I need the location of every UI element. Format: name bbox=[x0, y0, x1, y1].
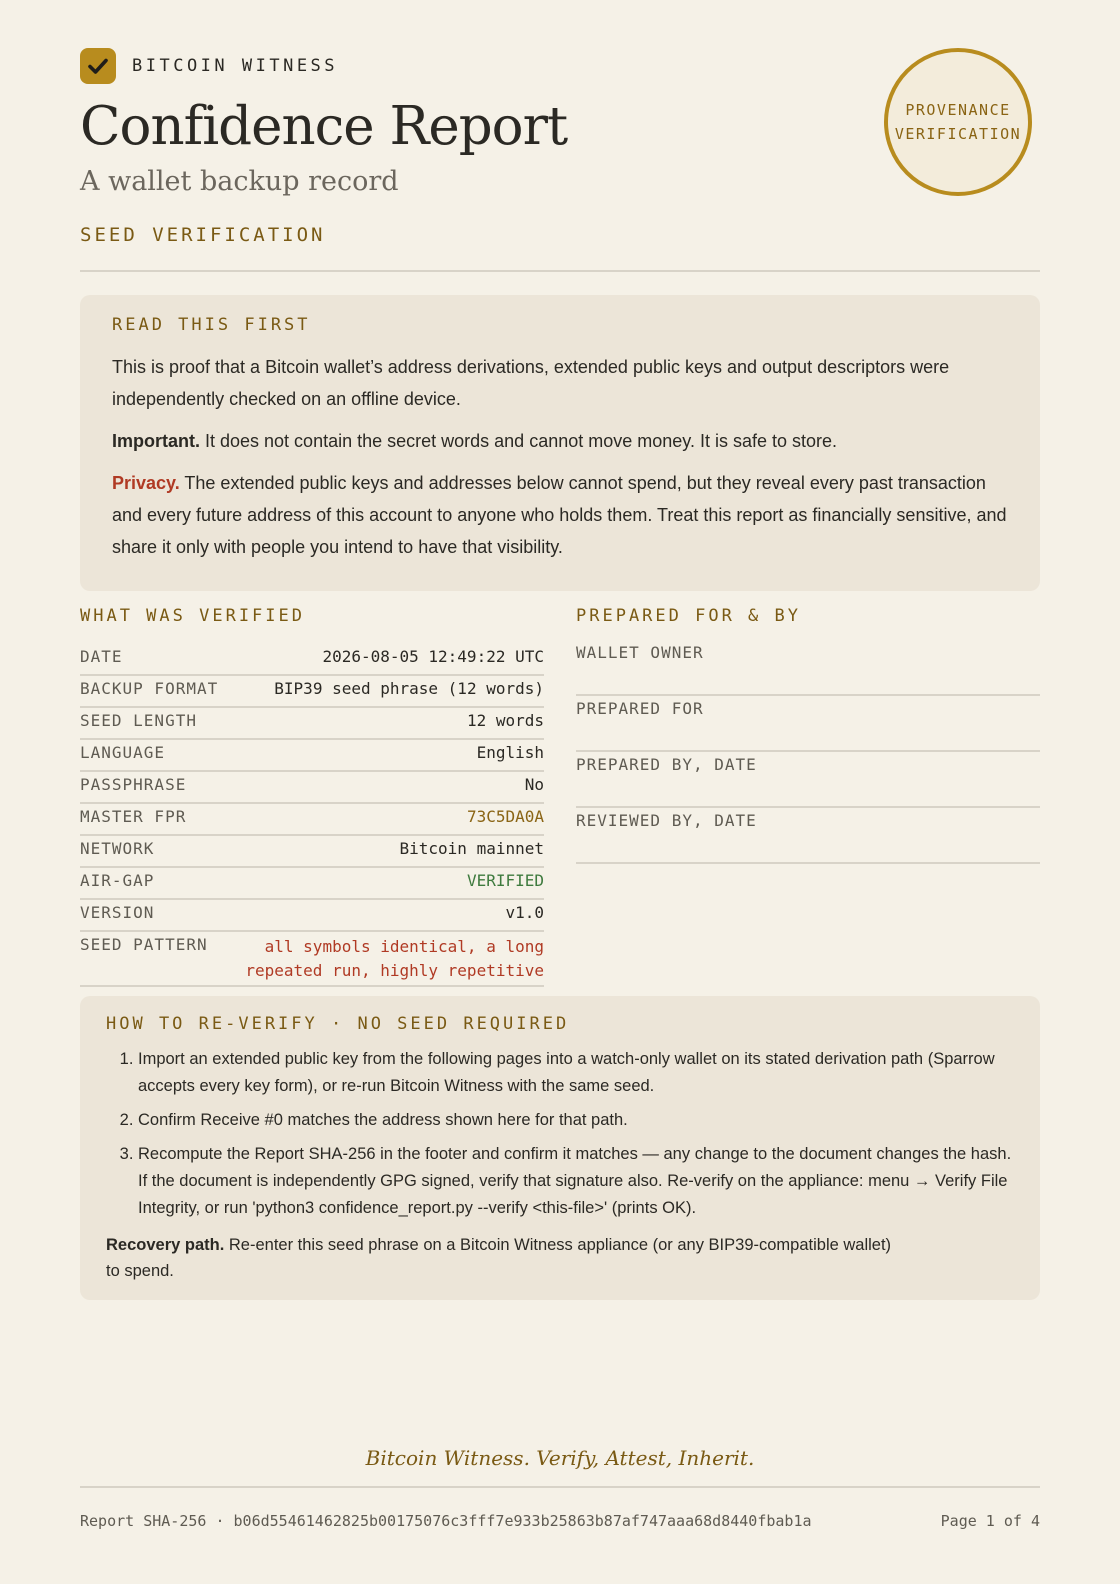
reverify-panel bbox=[80, 996, 1040, 1300]
brand-header bbox=[80, 48, 338, 84]
hash-label: Report SHA-256 bbox=[80, 1512, 207, 1530]
row-key: SEED LENGTH bbox=[80, 711, 197, 730]
row-key: NETWORK bbox=[80, 839, 155, 858]
signature-field-prepared-for: PREPARED FOR bbox=[576, 696, 1040, 752]
row-key: LANGUAGE bbox=[80, 743, 166, 762]
page-title: Confidence Report bbox=[80, 96, 568, 157]
hash-value: b06d55461462825b00175076c3fff7e933b25863b87af747aaa68d8440fbab1a bbox=[233, 1512, 812, 1530]
row-value: Bitcoin mainnet bbox=[399, 839, 544, 858]
table-row bbox=[80, 836, 544, 868]
privacy-label: Privacy. bbox=[112, 473, 180, 493]
seed-pattern-line-2: repeated run, highly repetitive bbox=[245, 961, 544, 980]
list-item: 2. Confirm Receive #0 matches the address shown here for that path. bbox=[138, 1107, 1014, 1134]
read-first-heading: READ THIS FIRST bbox=[112, 315, 311, 335]
reverify-heading: HOW TO RE-VERIFY · NO SEED REQUIRED bbox=[106, 1014, 570, 1034]
row-key: BACKUP FORMAT bbox=[80, 679, 219, 698]
hash-separator: · bbox=[206, 1512, 234, 1530]
signature-field-reviewed-by: REVIEWED BY, DATE bbox=[576, 808, 1040, 864]
provenance-seal bbox=[884, 48, 1032, 196]
table-row bbox=[80, 772, 544, 804]
important-note bbox=[112, 425, 1008, 457]
row-value: English bbox=[476, 743, 544, 762]
row-value: 12 words bbox=[466, 711, 544, 730]
table-row bbox=[80, 932, 544, 987]
master-fingerprint-value: 73C5DA0A bbox=[466, 807, 544, 826]
page-subtitle: A wallet backup record bbox=[80, 166, 399, 197]
report-hash bbox=[80, 1512, 812, 1530]
table-row bbox=[80, 804, 544, 836]
footer-tagline: Bitcoin Witness. Verify, Attest, Inherit. bbox=[365, 1446, 755, 1470]
signature-field-wallet-owner: WALLET OWNER bbox=[576, 640, 1040, 696]
recovery-text-1: Re-enter this seed phrase on a Bitcoin Witness appliance (or any BIP39-compatible wallet) bbox=[224, 1236, 892, 1254]
page-number: Page 1 of 4 bbox=[940, 1512, 1040, 1530]
signature-field-prepared-by: PREPARED BY, DATE bbox=[576, 752, 1040, 808]
row-key: VERSION bbox=[80, 903, 155, 922]
row-value: No bbox=[524, 775, 544, 794]
row-key: PASSPHRASE bbox=[80, 775, 187, 794]
table-row bbox=[80, 900, 544, 932]
verified-table bbox=[80, 644, 544, 987]
airgap-status-value: VERIFIED bbox=[466, 871, 544, 890]
reverify-steps bbox=[106, 1046, 1014, 1222]
row-key: DATE bbox=[80, 647, 123, 666]
table-row bbox=[80, 868, 544, 900]
privacy-text: The extended public keys and addresses below cannot spend, but they reveal every past transaction and every future address of this account to anyone who holds them. Treat this report as financially sensitive, and share it only with people you intend to have that visibility. bbox=[112, 473, 1007, 557]
brand-name: BITCOIN WITNESS bbox=[132, 56, 339, 76]
row-value: BIP39 seed phrase (12 words) bbox=[274, 679, 544, 698]
list-item: 3. Recompute the Report SHA-256 in the footer and confirm it matches — any change to the document changes the hash. If the document is independently GPG signed, verify that signature also. Re-verify on the appliance: menu → Verify File Integrity, or run 'python3 confidence_report.py --verify <this-file>' (prints OK). bbox=[138, 1141, 1014, 1222]
table-row bbox=[80, 676, 544, 708]
row-key: MASTER FPR bbox=[80, 807, 187, 826]
section-kicker: SEED VERIFICATION bbox=[80, 224, 326, 246]
header-divider bbox=[80, 270, 1040, 272]
table-row bbox=[80, 708, 544, 740]
seal-line-1: PROVENANCE bbox=[905, 101, 1011, 119]
recovery-label: Recovery path. bbox=[106, 1236, 225, 1254]
privacy-note bbox=[112, 467, 1008, 563]
seed-pattern-warning bbox=[245, 935, 544, 983]
prepared-fields bbox=[576, 640, 1040, 864]
recovery-note bbox=[106, 1232, 1014, 1284]
checkmark-icon bbox=[80, 48, 116, 84]
footer-divider bbox=[80, 1486, 1040, 1488]
table-row bbox=[80, 740, 544, 772]
row-value: 2026-08-05 12:49:22 UTC bbox=[322, 647, 544, 666]
important-label: Important. bbox=[112, 431, 200, 451]
row-key: AIR-GAP bbox=[80, 871, 155, 890]
row-value: v1.0 bbox=[505, 903, 544, 922]
read-first-intro: This is proof that a Bitcoin wallet’s address derivations, extended public keys and output descriptors were independently checked on an offline device. bbox=[112, 357, 950, 409]
row-key: SEED PATTERN bbox=[80, 935, 208, 954]
seal-line-2: VERIFICATION bbox=[894, 125, 1022, 143]
list-item: 1. Import an extended public key from the following pages into a watch-only wallet on its stated derivation path (Sparrow accepts every key form), or re-run Bitcoin Witness with the same seed. bbox=[138, 1046, 1014, 1100]
important-text: It does not contain the secret words and cannot move money. It is safe to store. bbox=[200, 431, 838, 451]
verified-heading: WHAT WAS VERIFIED bbox=[80, 606, 305, 626]
read-first-panel bbox=[80, 295, 1040, 591]
recovery-text-2: to spend. bbox=[106, 1262, 174, 1280]
table-row bbox=[80, 644, 544, 676]
seed-pattern-line-1: all symbols identical, a long bbox=[264, 937, 544, 956]
prepared-heading: PREPARED FOR & BY bbox=[576, 606, 801, 626]
